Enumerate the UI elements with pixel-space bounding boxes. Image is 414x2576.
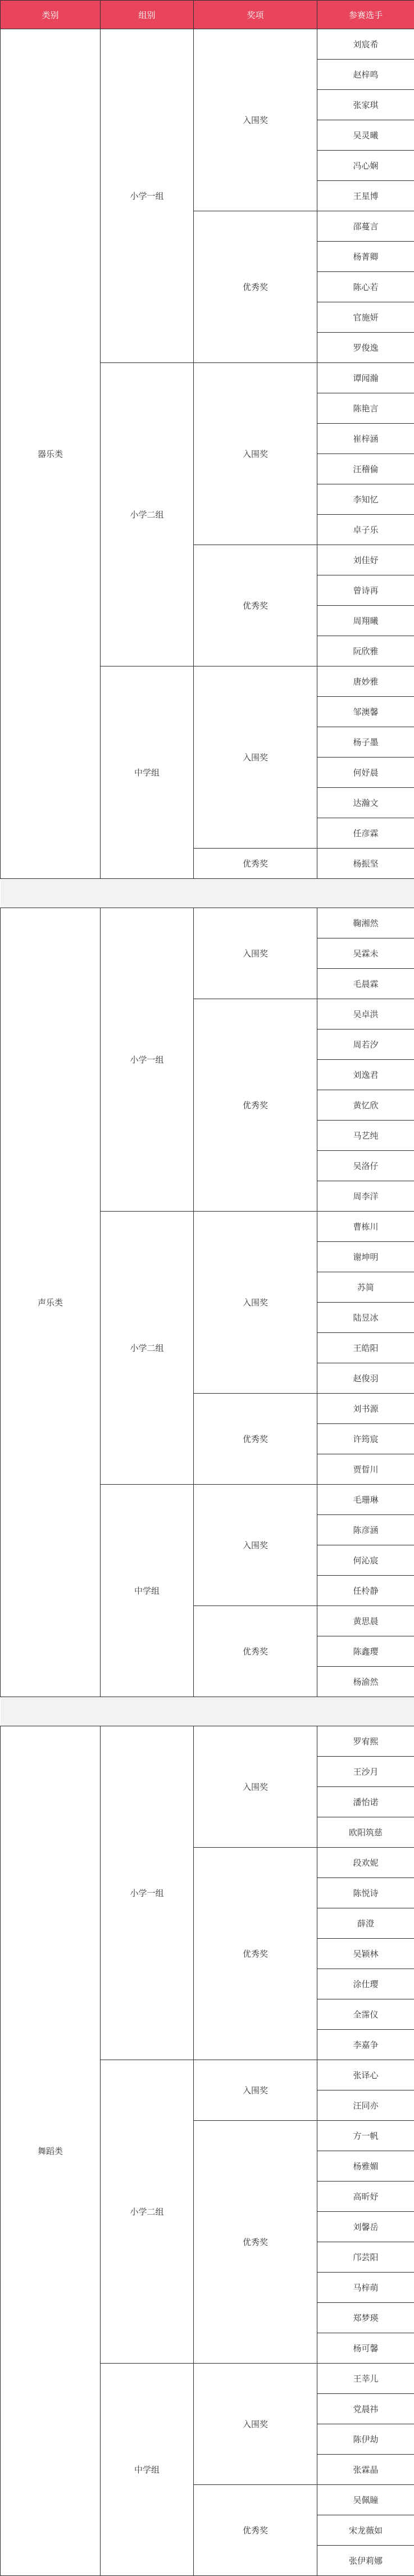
player-cell: 张伊莉娜 [317, 2546, 414, 2576]
player-cell: 唐妙雅 [317, 666, 414, 697]
player-cell: 马梓萌 [317, 2273, 414, 2303]
player-cell: 罗俊逸 [317, 333, 414, 363]
player-cell: 曹栋川 [317, 1212, 414, 1242]
player-cell: 高昕妤 [317, 2182, 414, 2212]
category-cell: 器乐类 [1, 29, 101, 879]
player-cell: 任彦霖 [317, 818, 414, 849]
award-cell: 入围奖 [194, 908, 317, 999]
player-cell: 张译心 [317, 2060, 414, 2090]
player-cell: 王莘儿 [317, 2364, 414, 2394]
table-body [1, 29, 414, 2576]
player-cell: 陈悦诗 [317, 1878, 414, 1908]
player-cell: 薛澄 [317, 1908, 414, 1939]
player-cell: 黄思晨 [317, 1606, 414, 1636]
award-cell: 优秀奖 [194, 1606, 317, 1697]
award-cell: 优秀奖 [194, 999, 317, 1212]
player-cell: 刘馨岳 [317, 2212, 414, 2242]
table-row [1, 1726, 414, 1757]
player-cell: 段欢妮 [317, 1848, 414, 1878]
table-row [1, 908, 414, 938]
player-cell: 张家琪 [317, 90, 414, 120]
player-cell: 王星博 [317, 181, 414, 211]
player-cell: 崔梓涵 [317, 424, 414, 454]
player-cell: 马艺纯 [317, 1121, 414, 1151]
player-cell: 赵梓鸣 [317, 60, 414, 90]
award-cell: 入围奖 [194, 1485, 317, 1606]
section-divider [1, 1697, 414, 1726]
player-cell: 赵俊羽 [317, 1363, 414, 1394]
player-cell: 潘怡诺 [317, 1787, 414, 1817]
player-cell: 吴霖未 [317, 938, 414, 969]
player-cell: 陈鑫璎 [317, 1636, 414, 1667]
player-cell: 杨可馨 [317, 2333, 414, 2364]
award-cell: 优秀奖 [194, 211, 317, 363]
player-cell: 冯心娴 [317, 151, 414, 181]
player-cell: 刘逸君 [317, 1060, 414, 1090]
award-cell: 优秀奖 [194, 1848, 317, 2060]
award-cell: 入围奖 [194, 29, 317, 211]
player-cell: 何沁宸 [317, 1545, 414, 1576]
player-cell: 张霖晶 [317, 2455, 414, 2485]
player-cell: 吴颖林 [317, 1939, 414, 1969]
player-cell: 杨雅媚 [317, 2151, 414, 2182]
player-cell: 杨菁卿 [317, 242, 414, 272]
player-cell: 邹澳馨 [317, 697, 414, 727]
player-cell: 毛晨霖 [317, 969, 414, 999]
award-cell: 优秀奖 [194, 2485, 317, 2576]
group-cell: 中学组 [101, 2364, 194, 2576]
award-cell: 入围奖 [194, 1726, 317, 1848]
player-cell: 邵蔓言 [317, 211, 414, 242]
award-cell: 入围奖 [194, 2364, 317, 2485]
player-cell: 郑梦瑛 [317, 2303, 414, 2333]
player-cell: 全霈仪 [317, 1999, 414, 2030]
player-cell: 宋龙薇如 [317, 2515, 414, 2546]
player-cell: 周若汐 [317, 1030, 414, 1060]
player-cell: 涂仕璎 [317, 1969, 414, 1999]
player-cell: 吴洛仔 [317, 1151, 414, 1181]
group-cell: 小学一组 [101, 1726, 194, 2060]
player-cell: 陈艳言 [317, 393, 414, 424]
player-cell: 汪同亦 [317, 2090, 414, 2121]
player-cell: 刘宸希 [317, 29, 414, 60]
player-cell: 陈心若 [317, 272, 414, 302]
player-cell: 周翔曦 [317, 606, 414, 636]
player-cell: 杨渝然 [317, 1667, 414, 1697]
player-cell: 谭闻瀚 [317, 363, 414, 393]
award-cell: 入围奖 [194, 666, 317, 849]
player-cell: 许筠宸 [317, 1424, 414, 1454]
player-cell: 苏简 [317, 1272, 414, 1303]
group-cell: 中学组 [101, 1485, 194, 1697]
player-cell: 方一帆 [317, 2121, 414, 2151]
section-divider-cell [1, 1697, 414, 1726]
player-cell: 陈彦涵 [317, 1515, 414, 1545]
player-cell: 曾诗再 [317, 575, 414, 606]
player-cell: 汪稽倫 [317, 454, 414, 484]
header-award: 奖项 [194, 1, 317, 29]
player-cell: 贾晢川 [317, 1454, 414, 1485]
group-cell: 小学二组 [101, 1212, 194, 1485]
player-cell: 罗宥熙 [317, 1726, 414, 1757]
group-cell: 小学二组 [101, 2060, 194, 2364]
header-row [1, 1, 414, 29]
award-cell: 优秀奖 [194, 545, 317, 666]
award-cell: 入围奖 [194, 1212, 317, 1394]
player-cell: 毛珊琳 [317, 1485, 414, 1515]
player-cell: 任柃静 [317, 1576, 414, 1606]
player-cell: 吴卓洪 [317, 999, 414, 1030]
group-cell: 小学一组 [101, 908, 194, 1212]
award-cell: 优秀奖 [194, 1394, 317, 1485]
player-cell: 黄忆欣 [317, 1090, 414, 1121]
group-cell: 小学二组 [101, 363, 194, 666]
player-cell: 刘佳妤 [317, 545, 414, 575]
player-cell: 杨子墨 [317, 727, 414, 758]
category-cell: 舞蹈类 [1, 1726, 101, 2576]
player-cell: 欧阳筑慈 [317, 1817, 414, 1848]
player-cell: 王沙月 [317, 1757, 414, 1787]
section-divider [1, 879, 414, 908]
player-cell: 鞠湘然 [317, 908, 414, 938]
player-cell: 王皓阳 [317, 1333, 414, 1363]
award-cell: 优秀奖 [194, 849, 317, 879]
player-cell: 卓子乐 [317, 515, 414, 545]
player-cell: 陆昱冰 [317, 1303, 414, 1333]
category-cell: 声乐类 [1, 908, 101, 1697]
player-cell: 吴灵曦 [317, 120, 414, 151]
player-cell: 何妤晨 [317, 758, 414, 788]
award-cell: 优秀奖 [194, 2121, 317, 2364]
table-row [1, 29, 414, 60]
header-category: 类别 [1, 1, 101, 29]
player-cell: 党晨祎 [317, 2394, 414, 2424]
player-cell: 吴佩瞳 [317, 2485, 414, 2515]
group-cell: 小学一组 [101, 29, 194, 363]
player-cell: 李嘉争 [317, 2030, 414, 2060]
player-cell: 李知忆 [317, 484, 414, 515]
player-cell: 邝芸阳 [317, 2242, 414, 2273]
player-cell: 阮欣雅 [317, 636, 414, 666]
group-cell: 中学组 [101, 666, 194, 879]
header-group: 组别 [101, 1, 194, 29]
player-cell: 杨振坚 [317, 849, 414, 879]
header-player: 参赛选手 [317, 1, 414, 29]
award-cell: 入围奖 [194, 363, 317, 545]
player-cell: 周李洋 [317, 1181, 414, 1212]
player-cell: 官施妍 [317, 302, 414, 333]
section-divider-cell [1, 879, 414, 908]
player-cell: 达瀚文 [317, 788, 414, 818]
award-cell: 入围奖 [194, 2060, 317, 2121]
player-cell: 谢坤明 [317, 1242, 414, 1272]
player-cell: 陈伊劫 [317, 2424, 414, 2455]
player-cell: 刘书源 [317, 1394, 414, 1424]
